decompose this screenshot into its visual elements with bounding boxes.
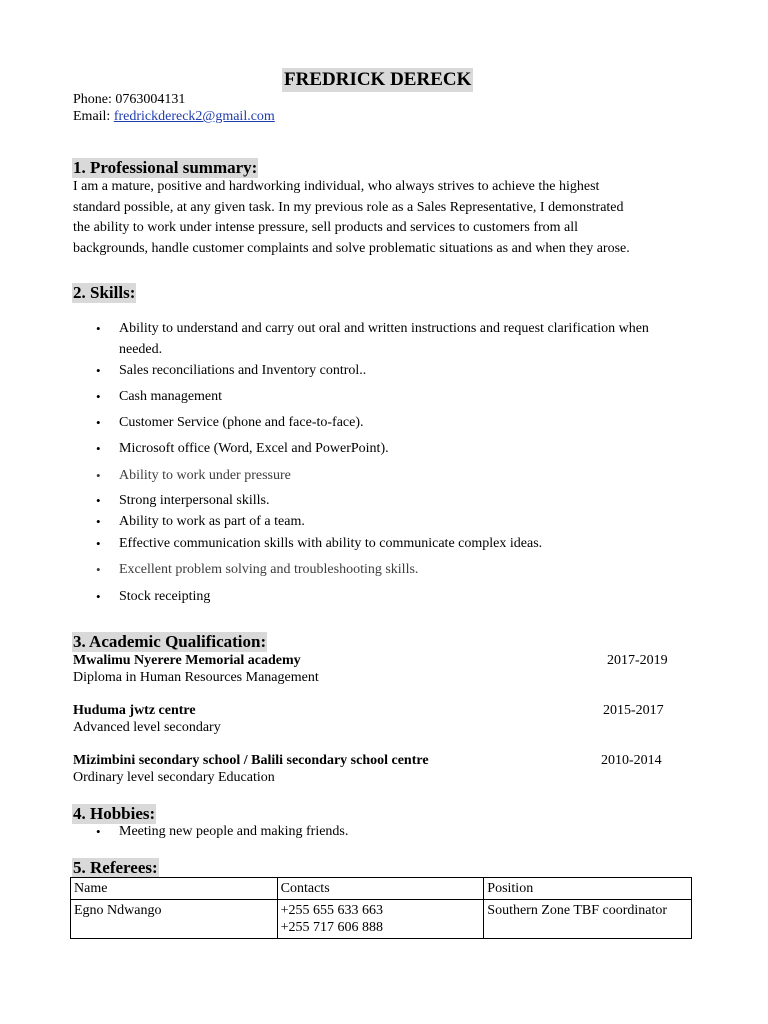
bullet-icon: •	[96, 441, 101, 456]
summary-line: I am a mature, positive and hardworking individual, who always strives to achieve the highest	[73, 179, 600, 194]
email-label: Email:	[73, 109, 111, 124]
bullet-icon: •	[96, 321, 101, 336]
resume-name: FREDRICK DERECK	[284, 69, 472, 90]
summary-line: the ability to work under intense pressure, sell products and services to customers from all	[73, 220, 579, 235]
bullet-icon: •	[96, 468, 101, 483]
summary-heading: 1. Professional summary:	[73, 158, 258, 177]
bullet-icon: •	[96, 415, 101, 430]
academic-years: 2015-2017	[603, 703, 664, 718]
bullet-icon: •	[96, 562, 101, 577]
academic-school: Huduma jwtz centre	[73, 703, 196, 718]
phone-value: 0763004131	[115, 92, 186, 107]
table-header-row	[71, 878, 692, 900]
bullet-icon: •	[96, 589, 101, 604]
email-link[interactable]: fredrickdereck2@gmail.com	[113, 109, 275, 124]
column-header-position: Position	[484, 878, 692, 900]
academic-years: 2017-2019	[607, 653, 668, 668]
referees-table	[70, 877, 692, 939]
email-line	[73, 108, 275, 125]
summary-line: standard possible, at any given task. In my previous role as a Sales Representative, I demonstrated	[73, 199, 624, 215]
academic-detail: Diploma in Human Resources Management	[73, 670, 319, 685]
referee-phone: +255 717 606 888	[280, 920, 384, 935]
referee-phone: +255 655 633 663	[280, 903, 384, 918]
academic-heading: 3. Academic Qualification:	[73, 632, 267, 651]
referee-name: Egno Ndwango	[71, 900, 278, 939]
bullet-icon: •	[96, 824, 101, 839]
referee-contacts	[277, 900, 484, 939]
bullet-icon: •	[96, 493, 101, 508]
academic-school: Mizimbini secondary school / Balili secondary school centre	[73, 753, 429, 768]
academic-detail: Advanced level secondary	[73, 720, 221, 735]
phone-label: Phone:	[73, 92, 112, 107]
column-header-name: Name	[71, 878, 278, 900]
academic-years: 2010-2014	[601, 753, 662, 768]
column-header-contacts: Contacts	[277, 878, 484, 900]
bullet-icon: •	[96, 536, 101, 551]
referees-heading: 5. Referees:	[73, 858, 158, 877]
bullet-icon: •	[96, 389, 101, 404]
table-row	[71, 900, 692, 939]
academic-detail: Ordinary level secondary Education	[73, 770, 275, 785]
referee-position: Southern Zone TBF coordinator	[484, 900, 692, 939]
summary-paragraph	[73, 177, 703, 259]
skills-heading: 2. Skills:	[73, 283, 136, 302]
bullet-icon: •	[96, 363, 101, 378]
academic-school: Mwalimu Nyerere Memorial academy	[73, 653, 301, 668]
hobbies-heading: 4. Hobbies:	[73, 804, 156, 823]
bullet-icon: •	[96, 514, 101, 529]
summary-line: backgrounds, handle customer complaints and solve problematic situations as and when they arose.	[73, 240, 630, 256]
phone-line	[73, 91, 185, 108]
